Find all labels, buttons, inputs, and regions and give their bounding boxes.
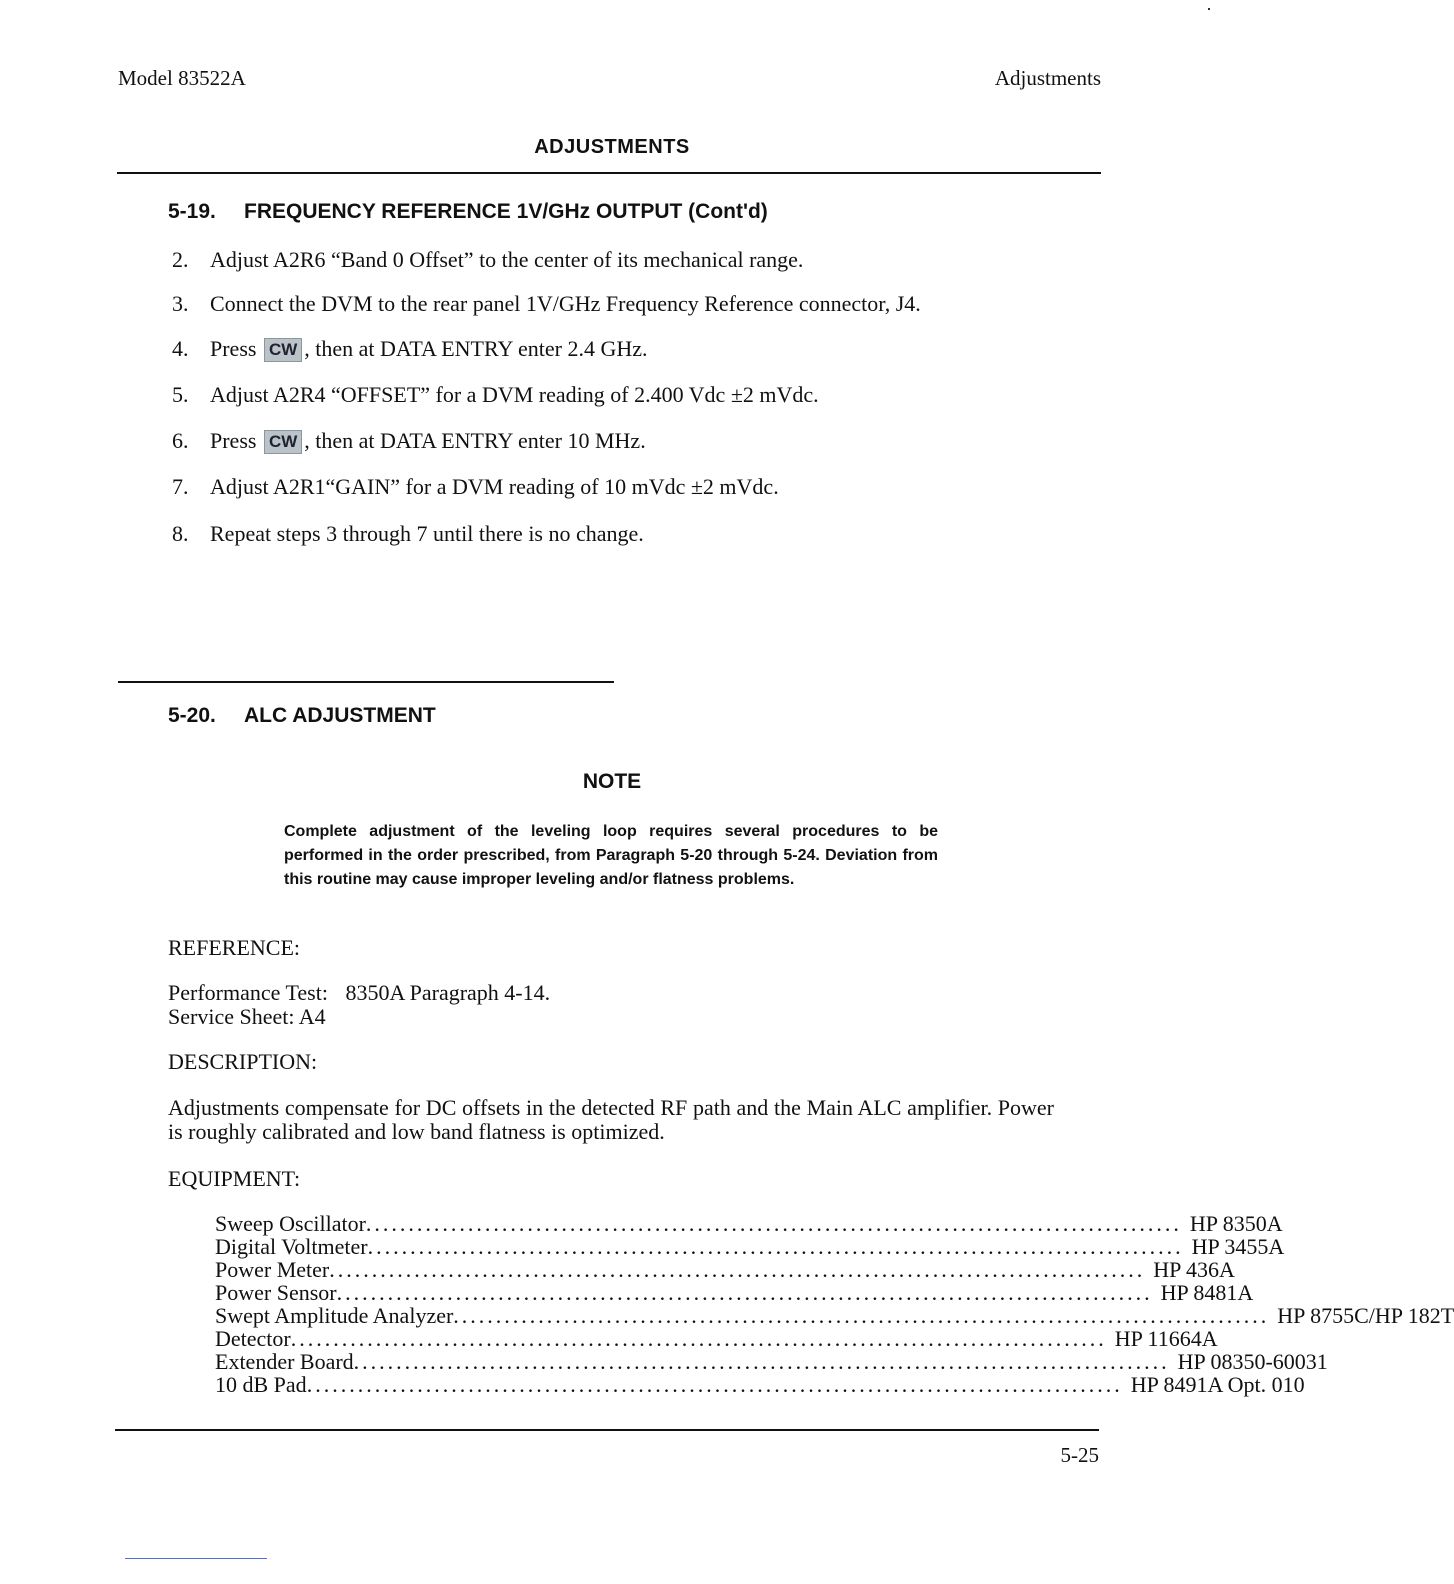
step-6 [172, 428, 646, 455]
scan-artifact-line [125, 1558, 267, 1559]
step-8 [172, 521, 644, 547]
equipment-model: HP 436A [1153, 1257, 1235, 1282]
equipment-row [215, 1326, 1218, 1351]
leader-dots: ................................................................................................ [367, 1234, 1184, 1259]
step-text: Repeat steps 3 through 7 until there is no change. [210, 521, 644, 546]
performance-test-label: Performance Test: [168, 980, 328, 1005]
equipment-model: HP 08350-60031 [1177, 1349, 1328, 1374]
section-number: 5-19. [168, 200, 216, 223]
equipment-row [215, 1280, 1254, 1305]
equipment-model: HP 3455A [1191, 1234, 1285, 1259]
equipment-row [215, 1372, 1305, 1397]
step-number: 7. [172, 474, 189, 499]
equipment-name: 10 dB Pad [215, 1372, 307, 1397]
page-number: 5-25 [1060, 1443, 1099, 1467]
step-text-post: , then at DATA ENTRY enter 2.4 GHz. [304, 336, 648, 361]
performance-test [168, 980, 550, 1006]
reference-label: REFERENCE: [168, 935, 301, 960]
equipment-name: Extender Board [215, 1349, 354, 1374]
cw-key: CW [264, 338, 302, 362]
step-2 [172, 247, 803, 273]
performance-test-value: 8350A Paragraph 4-14. [345, 980, 551, 1005]
note-body: Complete adjustment of the leveling loop requires several procedures to be performed in the order prescribed, from Paragraph 5-20 through 5-24. Deviation from this routine may cause improper leveling and/or flatness problems. [284, 823, 938, 888]
step-number: 8. [172, 521, 189, 546]
leader-dots: ................................................................................................ [290, 1326, 1107, 1351]
footer-rule [115, 1429, 1099, 1431]
header-model: Model 83522A [118, 66, 246, 90]
page-title: ADJUSTMENTS [534, 136, 690, 158]
title-rule [117, 172, 1101, 174]
step-3 [172, 291, 921, 317]
step-7 [172, 474, 779, 500]
equipment-model: HP 11664A [1114, 1326, 1218, 1351]
leader-dots: ................................................................................................ [353, 1349, 1170, 1374]
equipment-row [215, 1234, 1285, 1259]
equipment-name: Detector [215, 1326, 291, 1351]
service-sheet: Service Sheet: A4 [168, 1004, 326, 1029]
leader-dots: ................................................................................................ [453, 1303, 1270, 1328]
equipment-model: HP 8755C/HP 182T [1277, 1303, 1454, 1328]
section-rule [118, 681, 614, 683]
equipment-model: HP 8350A [1189, 1211, 1283, 1236]
section-title: ALC ADJUSTMENT [244, 704, 436, 727]
step-5 [172, 382, 819, 408]
equipment-name: Power Meter [215, 1257, 330, 1282]
equipment-model: HP 8491A Opt. 010 [1130, 1372, 1305, 1397]
header-section: Adjustments [994, 66, 1101, 90]
step-text: Adjust A2R6 “Band 0 Offset” to the center of its mechanical range. [210, 247, 804, 272]
equipment-model: HP 8481A [1160, 1280, 1254, 1305]
step-number: 2. [172, 247, 189, 272]
step-number: 4. [172, 336, 189, 361]
section-number: 5-20. [168, 704, 216, 727]
leader-dots: ................................................................................................ [365, 1211, 1182, 1236]
step-text-pre: Press [210, 428, 257, 453]
step-number: 5. [172, 382, 189, 407]
cw-key: CW [264, 430, 302, 454]
step-text: Adjust A2R1“GAIN” for a DVM reading of 10 mVdc ±2 mVdc. [210, 474, 779, 499]
equipment-row [215, 1257, 1235, 1282]
step-text-post: , then at DATA ENTRY enter 10 MHz. [304, 428, 646, 453]
equipment-name: Digital Voltmeter [215, 1234, 368, 1259]
section-5-19-heading [168, 200, 768, 224]
step-text-pre: Press [210, 336, 257, 361]
step-text: Connect the DVM to the rear panel 1V/GHz Frequency Reference connector, J4. [210, 291, 921, 316]
section-title: FREQUENCY REFERENCE 1V/GHz OUTPUT (Cont'd) [244, 200, 768, 223]
leader-dots: ................................................................................................ [336, 1280, 1153, 1305]
equipment-name: Sweep Oscillator [215, 1211, 366, 1236]
equipment-name: Swept Amplitude Analyzer [215, 1303, 454, 1328]
step-number: 3. [172, 291, 189, 316]
equipment-row [215, 1349, 1328, 1374]
equipment-list [215, 1211, 1454, 1397]
scan-artifact-dot [1208, 8, 1210, 10]
step-text: Adjust A2R4 “OFFSET” for a DVM reading of 2.400 Vdc ±2 mVdc. [210, 382, 819, 407]
equipment-name: Power Sensor [215, 1280, 337, 1305]
step-4 [172, 336, 648, 363]
equipment-row [215, 1303, 1454, 1328]
leader-dots: ................................................................................................ [306, 1372, 1123, 1397]
note-title: NOTE [582, 770, 642, 793]
section-5-20-heading [168, 704, 436, 728]
description-text: Adjustments compensate for DC offsets in the detected RF path and the Main ALC amplifier. Power is roughly calibrated and low band flatness is optimized. [168, 1095, 1054, 1144]
equipment-label: EQUIPMENT: [168, 1166, 301, 1191]
leader-dots: ................................................................................................ [329, 1257, 1146, 1282]
description-label: DESCRIPTION: [168, 1049, 318, 1074]
step-number: 6. [172, 428, 189, 453]
equipment-row [215, 1211, 1283, 1236]
